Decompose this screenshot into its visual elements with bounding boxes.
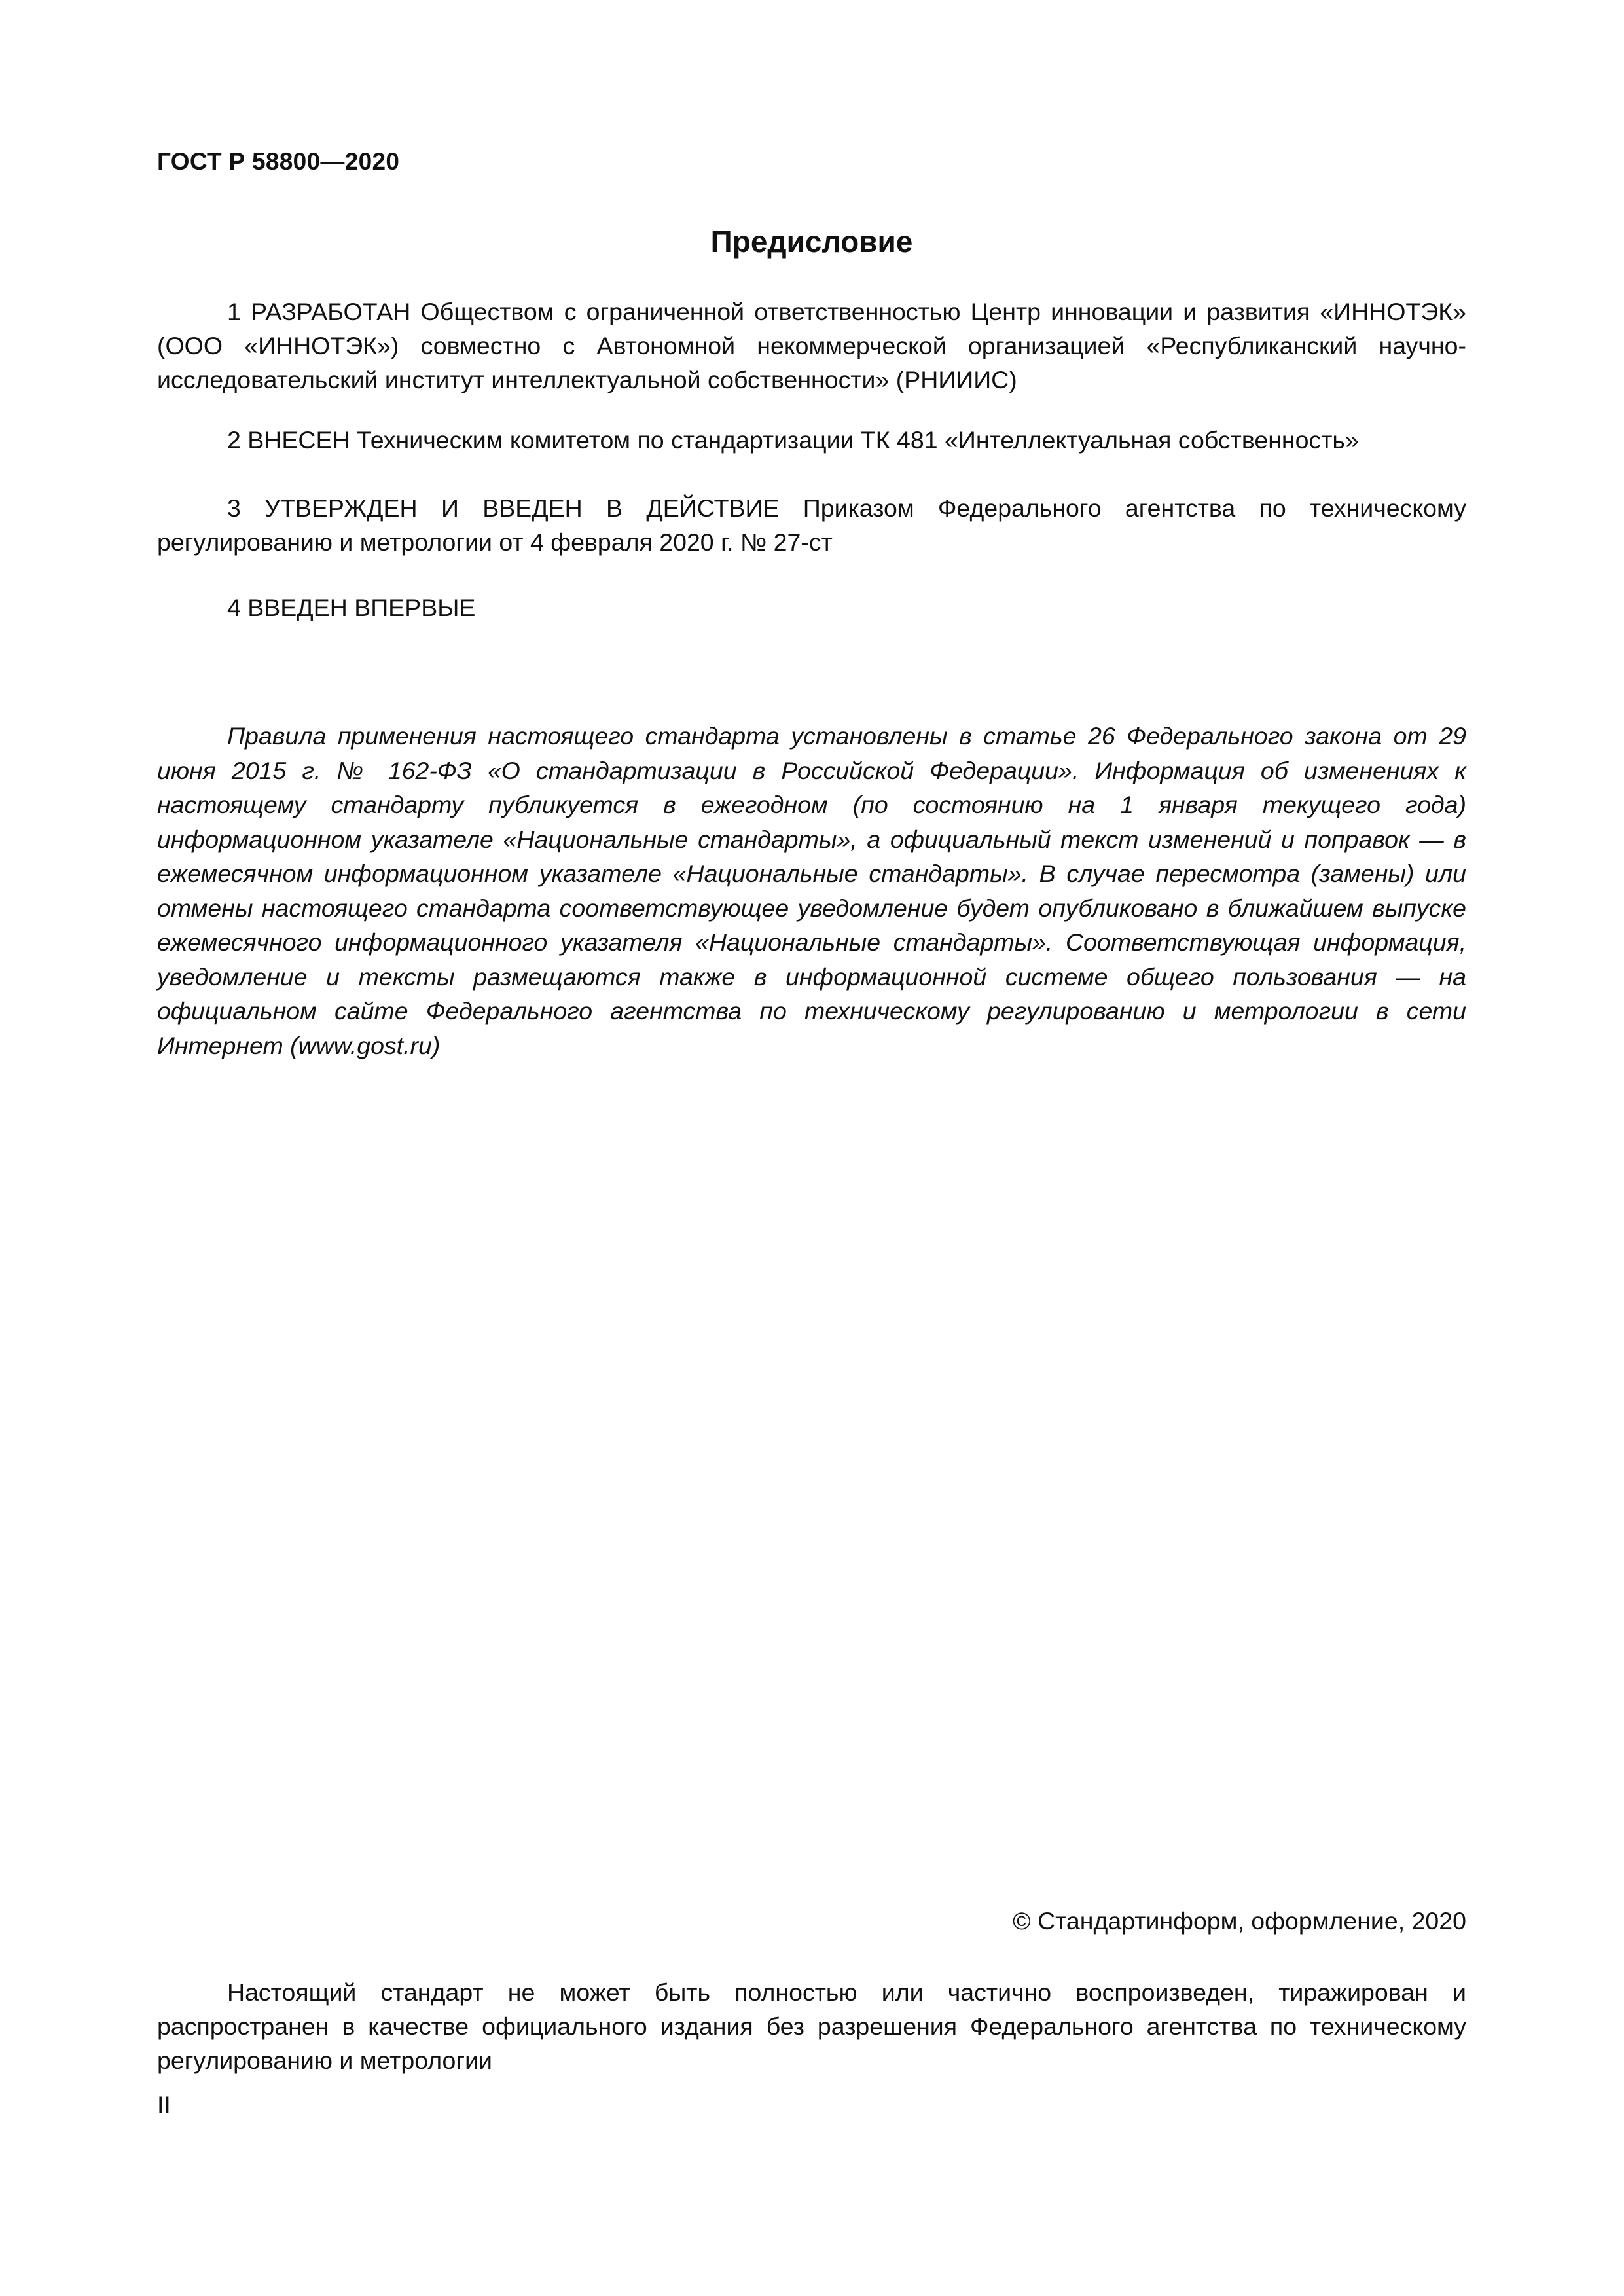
copyright-line: © Стандартинформ, оформление, 2020	[1013, 1907, 1466, 1935]
reproduction-rights-notice: Настоящий стандарт не может быть полностью или частично воспроизведен, тиражирован и распространен в качестве официального издания без разрешения Федерального агентства по техническому регулированию и метрологии	[157, 1978, 1466, 2074]
paragraph-approved: 3 УТВЕРЖДЕН И ВВЕДЕН В ДЕЙСТВИЕ Приказом Федерального агентства по техническому регулированию и метрологии от 4 февраля 2020 г. № 27-ст	[157, 494, 1466, 556]
page-number: II	[157, 2091, 171, 2119]
page-title: Предисловие	[710, 225, 913, 259]
paragraph-introduced-by: 2 ВНЕСЕН Техническим комитетом по стандартизации ТК 481 «Интеллектуальная собственность»	[227, 426, 1359, 454]
paragraph-introduced-first: 4 ВВЕДЕН ВПЕРВЫЕ	[227, 594, 476, 621]
paragraph-developed-by: 1 РАЗРАБОТАН Обществом с ограниченной ответственностью Центр инновации и развития «ИННОТЭК» (ООО «ИННОТЭК») совместно с Автономной некоммерческой организацией «Республиканский научно-исследовательский институт интеллектуальной собственности» (РНИИИС)	[157, 298, 1466, 393]
application-rules-notice: Правила применения настоящего стандарта установлены в статье 26 Федерального закона от 29 июня 2015 г. № 162-ФЗ «О стандартизации в Российской Федерации». Информация об изменениях к настоящему стандарту публикуется в ежегодном (по состоянию на 1 января текущего года) информационном указателе «Национальные стандарты», а официальный текст изменений и поправок — в ежемесячном информационном указателе «Национальные стандарты». В случае пересмотра (замены) или отмены настоящего стандарта соответствующее уведомление будет опубликовано в ближайшем выпуске ежемесячного информационного указателя «Национальные стандарты». Соответствующая информация, уведомление и тексты размещаются также в информационной системе общего пользования — на официальном сайте Федерального агентства по техническому регулированию и метрологии в сети Интернет (www.gost.ru)	[157, 722, 1466, 1059]
document-number: ГОСТ Р 58800—2020	[157, 148, 400, 175]
